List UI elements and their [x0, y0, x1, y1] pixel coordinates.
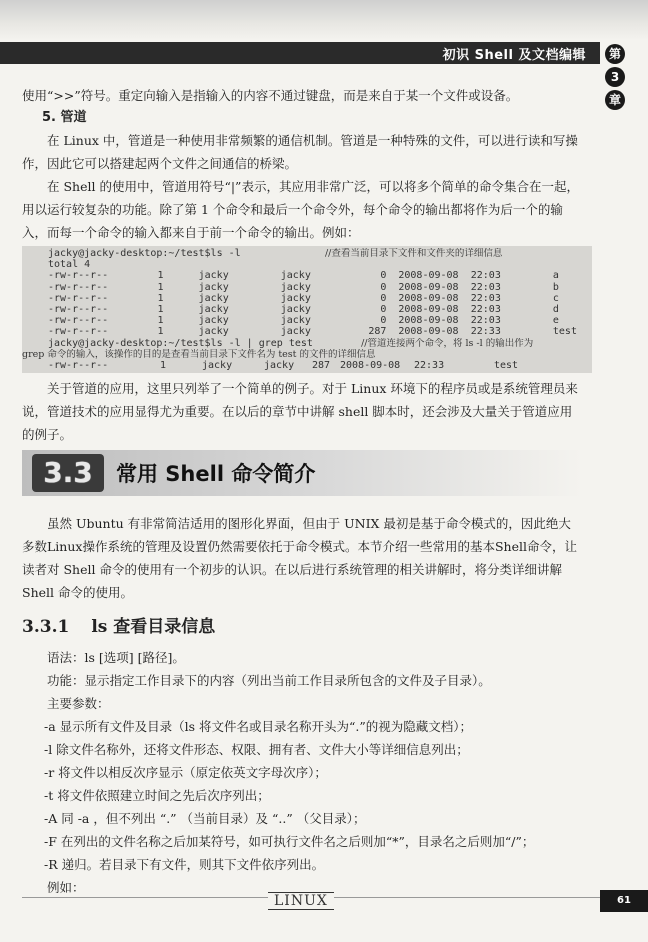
example-label: 例如： [47, 880, 85, 895]
paragraph-pipe-2: 在 Shell 的使用中，管道用符号“|”表示，其应用非常广泛，可以将多个简单的命令集合在一起，用以运行较复杂的功能。除了第 1 个命令和最后一个命令外，每个命令的输出都将作为后一个的输入，而每一个命令的输入都来自于前一个命令的输出。例如： [22, 179, 579, 240]
ls-time: 22:03 [470, 281, 501, 293]
ls-name: test [494, 359, 519, 371]
subsection-title: ls 查看目录信息 [91, 617, 216, 637]
paragraph-redirect: 使用“>>”符号。重定向输入是指输入的内容不通过键盘，而是来自于某一个文件或设备。 [22, 88, 519, 103]
ls-date: 2008-09-08 [340, 359, 401, 371]
ls-date: 2008-09-08 [398, 281, 459, 293]
ls-size: 0 [380, 281, 387, 293]
param-item: -R 递归。若目录下有文件，则其下文件依序列出。 [44, 857, 325, 872]
code-command: jacky@jacky-desktop:~/test$ls -l | grep test [48, 337, 313, 349]
ls-output-row [22, 304, 592, 315]
code-block [22, 246, 592, 373]
ls-perm: -rw-r--r-- [48, 359, 109, 371]
ls-name: b [552, 281, 559, 293]
ls-user: jacky [198, 303, 229, 315]
ls-output-row [22, 282, 592, 293]
ls-output-row [22, 315, 592, 326]
code-command: jacky@jacky-desktop:~/test$ls -l [48, 248, 241, 259]
ls-links: 1 [160, 359, 167, 371]
ls-group: jacky [280, 303, 311, 315]
ls-date: 2008-09-08 [398, 292, 459, 304]
param-item: -F 在列出的文件名称之后加某符号，如可执行文件名之后则加“*”，目录名之后则加“/”； [44, 834, 535, 849]
ls-user: jacky [198, 270, 229, 282]
ls-time: 22:03 [470, 270, 501, 282]
chapter-badge-number: 3 [605, 67, 625, 87]
ls-user: jacky [198, 326, 229, 338]
page-top-edge [0, 0, 648, 40]
ls-time: 22:33 [414, 359, 445, 371]
ls-output-row [22, 326, 592, 337]
param-item: -l 除文件名称外，还将文件形态、权限、拥有者、文件大小等详细信息列出； [44, 742, 469, 757]
ls-perm: -rw-r--r-- [48, 303, 109, 315]
ls-group: jacky [280, 326, 311, 338]
running-header [0, 42, 600, 64]
ls-perm: -rw-r--r-- [48, 315, 109, 327]
chapter-badge-char: 第 [605, 44, 625, 64]
ls-size: 287 [312, 359, 331, 371]
ls-user: jacky [198, 292, 229, 304]
ls-links: 1 [157, 270, 164, 282]
param-item: -A 同 -a ，但不列出 “.” （当前目录）及 “..” （父目录）； [44, 811, 366, 826]
ls-links: 1 [157, 292, 164, 304]
ls-time: 22:03 [470, 292, 501, 304]
ls-name: d [552, 303, 559, 315]
param-item: -r 将文件以相反次序显示（原定依英文字母次序）； [44, 765, 327, 780]
section-title: 常用 Shell 命令简介 [116, 462, 316, 486]
ls-name: e [552, 315, 559, 327]
ls-name: test [552, 326, 577, 338]
param-item: -t 将文件依照建立时间之先后次序列出； [44, 788, 270, 803]
params-label: 主要参数： [47, 696, 110, 711]
ls-group: jacky [280, 315, 311, 327]
ls-size: 287 [368, 326, 387, 338]
running-header-title: 初识 Shell 及文档编辑 [442, 48, 586, 63]
ls-group: jacky [280, 281, 311, 293]
ls-links: 1 [157, 303, 164, 315]
ls-date: 2008-09-08 [398, 303, 459, 315]
section-intro: 虽然 Ubuntu 有非常简洁适用的图形化界面，但由于 UNIX 最初是基于命令模式的，因此绝大多数Linux操作系统的管理及设置仍然需要依托于命令模式。本节介绍一些常用的基本Shell命令，让读者对 Shell 命令的使用有一个初步的认识。在以后进行系统管理的相关讲解时，将分类详细讲解 Shell 命令的使用。 [22, 516, 577, 600]
paragraph-pipe-3: 关于管道的应用，这里只列举了一个简单的例子。对于 Linux 环境下的程序员或是系统管理员来说，管道技术的应用显得尤为重要。在以后的章节中讲解 shell 脚本时，还会涉及大量关于管道应用的例子。 [22, 381, 578, 443]
ls-user: jacky [198, 315, 229, 327]
ls-date: 2008-09-08 [398, 326, 459, 338]
ls-user: jacky [202, 359, 233, 371]
ls-size: 0 [380, 315, 387, 327]
ls-time: 22:33 [470, 326, 501, 338]
ls-name: a [552, 270, 559, 282]
code-comment: //管道连接两个命令，将 ls -l 的输出作为 [361, 337, 534, 349]
syntax-line: 语法：ls [选项] [路径]。 [47, 650, 185, 665]
ls-name: c [552, 292, 559, 304]
ls-links: 1 [157, 281, 164, 293]
code-comment-continuation [22, 349, 592, 360]
section-number: 3.3 [32, 454, 104, 492]
ls-perm: -rw-r--r-- [48, 326, 109, 338]
section-banner [22, 450, 582, 496]
chapter-badge [604, 44, 626, 110]
ls-links: 1 [157, 315, 164, 327]
footer-logo: LINUX [268, 892, 334, 910]
ls-group: jacky [264, 359, 295, 371]
paragraph-pipe-1: 在 Linux 中，管道是一种使用非常频繁的通信机制。管道是一种特殊的文件，可以进行读和写操作，因此它可以搭建起两个文件之间通信的桥梁。 [22, 133, 578, 171]
param-item: -a 显示所有文件及目录（ls 将文件名或目录名称开头为“.”的视为隐藏文档）； [44, 719, 473, 734]
code-comment: //查看当前目录下文件和文件夹的详细信息 [324, 248, 503, 259]
main-content [22, 84, 582, 446]
ls-date: 2008-09-08 [398, 270, 459, 282]
code-command-line [22, 248, 592, 259]
section-content [22, 512, 582, 899]
ls-date: 2008-09-08 [398, 315, 459, 327]
ls-perm: -rw-r--r-- [48, 292, 109, 304]
subsection-number: 3.3.1 [22, 617, 70, 637]
function-line: 功能：显示指定工作目录下的内容（列出当前工作目录所包含的文件及子目录）。 [47, 673, 491, 688]
ls-group: jacky [280, 270, 311, 282]
chapter-badge-char: 章 [605, 90, 625, 110]
ls-perm: -rw-r--r-- [48, 270, 109, 282]
ls-output-row [22, 293, 592, 304]
ls-perm: -rw-r--r-- [48, 281, 109, 293]
code-total-line: total 4 [48, 259, 91, 271]
code-command-line [22, 338, 592, 349]
grep-result-row [22, 360, 592, 371]
ls-links: 1 [157, 326, 164, 338]
ls-time: 22:03 [470, 303, 501, 315]
ls-size: 0 [380, 270, 387, 282]
ls-time: 22:03 [470, 315, 501, 327]
ls-group: jacky [280, 292, 311, 304]
ls-size: 0 [380, 303, 387, 315]
ls-size: 0 [380, 292, 387, 304]
subsection-heading [22, 610, 582, 644]
ls-output-row [22, 270, 592, 281]
page-number: 61 [600, 890, 648, 912]
subheading-pipe: 5. 管道 [42, 110, 87, 125]
code-comment: grep 命令的输入，该操作的目的是查看当前目录下文件名为 test 的文件的详细信息 [22, 348, 376, 360]
ls-user: jacky [198, 281, 229, 293]
